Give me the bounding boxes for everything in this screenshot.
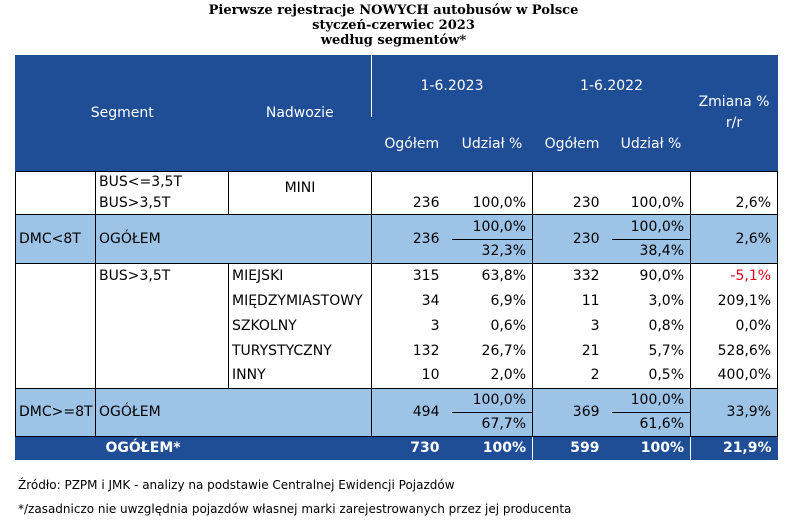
bus-miejski-udzial-2022: 90,0% <box>639 267 685 284</box>
dmc-lt8-udzial-2022-b: 38,4% <box>612 239 691 263</box>
dmc-lt8-udzial-2023-a: 100,0% <box>452 214 533 239</box>
bus-inny-udzial-2023: 2,0% <box>452 363 533 388</box>
mini-nadwozie: MINI <box>229 171 372 214</box>
dmc-ge8-udzial-2022-a: 100,0% <box>612 388 691 412</box>
dmc-ge8-udzial-2023-a: 100,0% <box>452 388 533 412</box>
bus-szkolny-ogolem-2023: 3 <box>430 317 440 334</box>
bus-turystyczny-ogolem-2023: 132 <box>412 342 440 359</box>
mini-bus-le: BUS<=3,5T <box>96 171 229 192</box>
bus-turystyczny-ogolem-2022: 21 <box>533 338 612 363</box>
grand-total-zmiana: 21,9% <box>691 436 778 460</box>
dmc-lt8-ogolem-2023: 236 <box>372 214 452 263</box>
header-ogolem-2023: Ogółem <box>372 117 452 171</box>
mini-udzial-2022: 100,0% <box>630 194 685 211</box>
header-period-2022: 1-6.2022 <box>580 78 643 94</box>
source-note: Źródło: PZPM i JMK - analizy na podstawie Centralnej Ewidencji Pojazdów <box>18 478 455 492</box>
table-row <box>16 313 778 338</box>
bus-miejski-ogolem-2023: 315 <box>412 267 440 284</box>
table-row <box>16 363 778 388</box>
header-period-2023: 1-6.2023 <box>420 78 484 94</box>
mini-bus-gt: BUS>3,5T <box>99 194 171 211</box>
table-subtitle-segments: według segmentów* <box>320 33 467 48</box>
bus-inny-zmiana: 400,0% <box>691 363 778 388</box>
bus-szkolny-zmiana: 0,0% <box>691 313 778 338</box>
footnote: */zasadniczo nie uwzględnia pojazdów własnej marki zarejestrowanych przez jej producenta <box>18 502 572 516</box>
header-segment: Segment <box>16 55 229 171</box>
dmc-ge8-zmiana: 33,9% <box>691 388 778 436</box>
bus-szkolny-ogolem-2022: 3 <box>533 313 612 338</box>
dmc-lt8-zmiana: 2,6% <box>691 214 778 263</box>
bus-miedzymiastowy-udzial-2022: 3,0% <box>648 292 685 309</box>
bus-turystyczny-udzial-2022: 5,7% <box>648 342 685 359</box>
mini-ogolem-2023: 236 <box>412 194 440 211</box>
mini-zmiana: 2,6% <box>691 192 778 214</box>
dmc-ge8-udzial-2023-b: 67,7% <box>452 412 533 436</box>
bus-miejski-udzial-2023: 63,8% <box>481 267 527 284</box>
dmc-ge8-ogolem-2022: 369 <box>533 388 612 436</box>
bus-miedzymiastowy-udzial-2023: 6,9% <box>490 292 527 309</box>
grand-total-udzial-2023: 100% <box>482 440 527 457</box>
grand-total-udzial-2022: 100% <box>640 440 685 457</box>
grand-total-ogolem-2023: 730 <box>410 440 440 457</box>
bus-miedzymiastowy-ogolem-2022: 11 <box>533 288 612 313</box>
bus-turystyczny-zmiana: 528,6% <box>691 338 778 363</box>
bus-inny-ogolem-2023: 10 <box>372 363 452 388</box>
header-nadwozie: Nadwozie <box>265 104 334 121</box>
dmc-ge8-label: OGÓŁEM <box>96 388 229 436</box>
bus-szkolny-udzial-2022: 0,8% <box>648 317 685 334</box>
dmc-lt8-segment: DMC<8T <box>16 214 96 263</box>
mini-row-2 <box>16 192 778 214</box>
bus-nadwozie-turystyczny: TURYSTYCZNY <box>229 338 372 363</box>
bus-miejski-zmiana: -5,1% <box>691 263 778 288</box>
header-udzial-2023: Udział % <box>461 135 523 152</box>
dmc-lt8-udzial-2023-b: 32,3% <box>452 239 533 263</box>
bus-nadwozie-miejski: MIEJSKI <box>229 263 372 288</box>
mini-row-1 <box>16 171 778 192</box>
table-row <box>16 263 778 288</box>
bus-gt-label: BUS>3,5T <box>99 267 171 284</box>
mini-udzial-2023: 100,0% <box>472 194 527 211</box>
bus-nadwozie-inny: INNY <box>229 363 372 388</box>
bus-turystyczny-udzial-2023: 26,7% <box>481 342 527 359</box>
dmc-lt8-row-1 <box>16 214 778 239</box>
bus-nadwozie-szkolny: SZKOLNY <box>229 313 372 338</box>
bus-miedzymiastowy-zmiana: 209,1% <box>691 288 778 313</box>
bus-miedzymiastowy-ogolem-2023: 34 <box>421 292 440 309</box>
table-row <box>16 338 778 363</box>
bus-inny-udzial-2022: 0,5% <box>612 363 691 388</box>
grand-total-ogolem-2022: 599 <box>533 436 612 460</box>
dmc-lt8-ogolem-2022: 230 <box>533 214 612 263</box>
header-udzial-2022: Udział % <box>620 135 682 152</box>
table-subtitle-period: styczeń-czerwiec 2023 <box>312 18 475 33</box>
grand-total-label: OGÓŁEM* <box>105 440 181 457</box>
table-title: Pierwsze rejestracje NOWYCH autobusów w Polsce <box>208 3 579 18</box>
dmc-ge8-row-1 <box>16 388 778 412</box>
bus-nadwozie-miedzymiastowy: MIĘDZYMIASTOWY <box>229 288 372 313</box>
dmc-ge8-udzial-2022-b: 61,6% <box>612 412 691 436</box>
bus-miejski-ogolem-2022: 332 <box>533 263 612 288</box>
header-row-top <box>16 55 778 117</box>
dmc-ge8-segment: DMC>=8T <box>16 388 96 436</box>
header-ogolem-2022: Ogółem <box>544 135 600 152</box>
registrations-table <box>15 55 778 460</box>
dmc-lt8-udzial-2022-a: 100,0% <box>612 214 691 239</box>
table-row <box>16 288 778 313</box>
bus-segment-empty <box>16 263 96 388</box>
dmc-lt8-label: OGÓŁEM <box>96 214 229 263</box>
dmc-ge8-ogolem-2023: 494 <box>372 388 452 436</box>
mini-segment-empty <box>16 171 96 214</box>
bus-szkolny-udzial-2023: 0,6% <box>490 317 527 334</box>
header-zmiana: Zmiana % r/r <box>698 93 770 131</box>
mini-ogolem-2022: 230 <box>533 192 612 214</box>
grand-total-row <box>16 436 778 460</box>
bus-inny-ogolem-2022: 2 <box>533 363 612 388</box>
